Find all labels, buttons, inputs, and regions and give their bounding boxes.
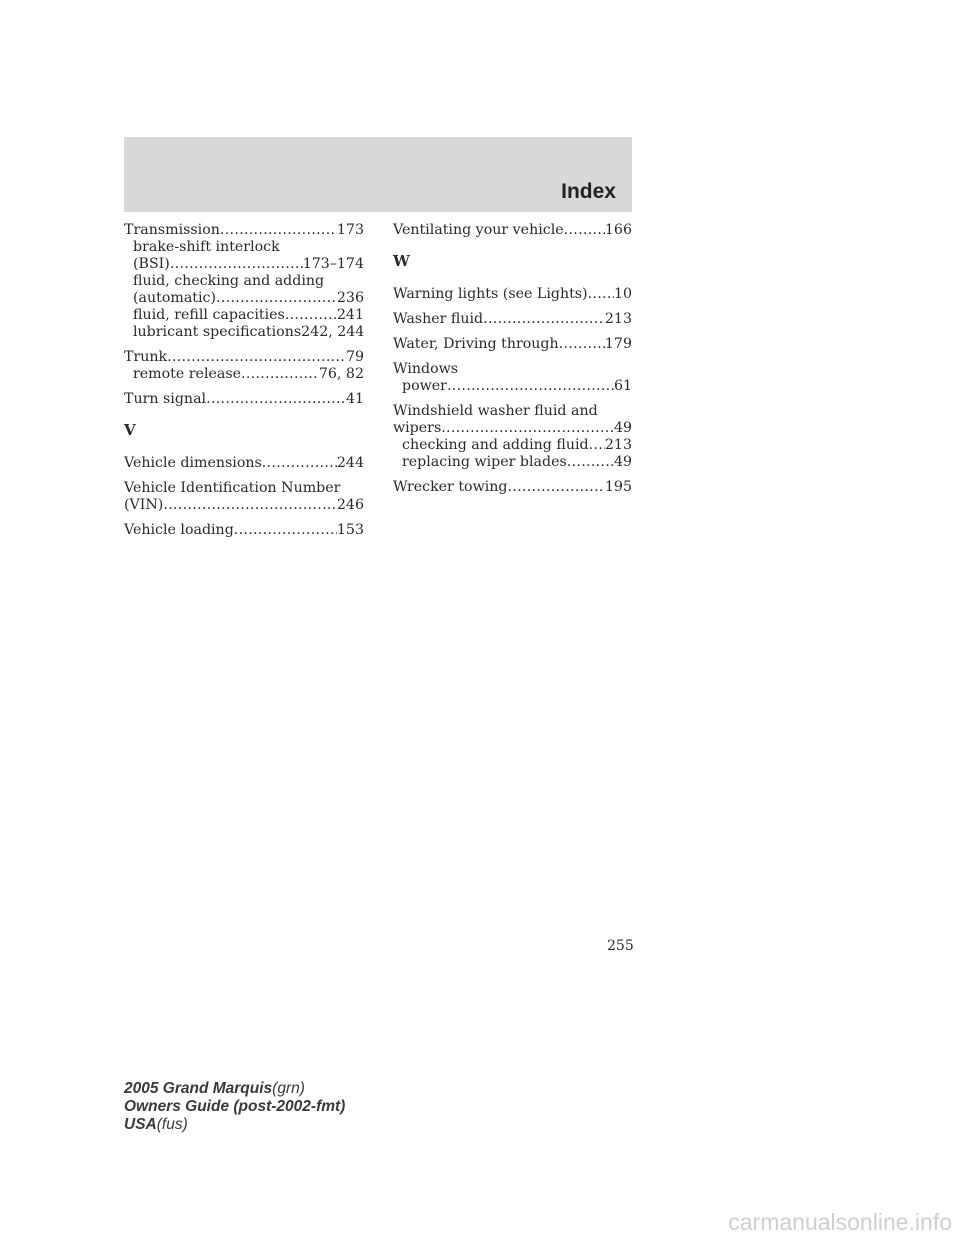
entry-page: 213 [604, 311, 632, 327]
leader-dots [170, 256, 303, 273]
entry-page: 179 [604, 336, 632, 352]
section-title: Index [561, 180, 616, 203]
index-column-right [393, 222, 632, 496]
entry-label: Windshield washer fluid and [393, 403, 598, 419]
subentry-label: checking and adding fluid [402, 437, 589, 453]
subentry-label: fluid, checking and adding [133, 273, 325, 289]
footer-guide: Owners Guide (post-2002-fmt) [124, 1098, 346, 1115]
footer-market-code: (fus) [156, 1116, 188, 1133]
footer-model: 2005 Grand Marquis [124, 1080, 273, 1097]
leader-dots [588, 286, 614, 303]
leader-dots [589, 437, 605, 454]
index-entry-vehicle-loading [124, 522, 364, 539]
index-entry-trunk [124, 349, 364, 383]
subentry-label: remote release [133, 366, 242, 382]
leader-dots [262, 455, 337, 472]
subentry-page: 236 [336, 290, 364, 306]
entry-page: 246 [336, 497, 364, 513]
entry-label: Vehicle Identification Number [124, 480, 341, 496]
subentry-label: power [402, 378, 447, 394]
entry-label: Ventilating your vehicle [393, 222, 564, 238]
entry-label: Transmission [124, 222, 220, 238]
entry-label: Windows [393, 361, 459, 377]
leader-dots [483, 311, 605, 328]
entry-label: Vehicle dimensions [124, 455, 262, 471]
index-entry-transmission [124, 222, 364, 341]
entry-page: 166 [604, 222, 632, 238]
subentry-label: fluid, refill capacities [133, 307, 285, 323]
leader-dots [285, 307, 337, 324]
index-entry-ventilating [393, 222, 632, 239]
subentry-label: replacing wiper blades [402, 454, 567, 470]
leader-dots [441, 420, 614, 437]
index-entry-wrecker [393, 479, 632, 496]
entry-label: Vehicle loading [124, 522, 234, 538]
footer-model-code: (grn) [272, 1080, 305, 1097]
subentry-page: 242, 244 [301, 324, 365, 340]
entry-label: wipers [393, 420, 442, 436]
page-number: 255 [607, 938, 634, 954]
entry-page: 49 [613, 420, 632, 436]
index-entry-windows [393, 361, 632, 395]
document-footer [124, 1080, 345, 1134]
leader-dots [447, 378, 614, 395]
watermark: carmanualsonline.info [728, 1209, 952, 1235]
leader-dots [508, 479, 605, 496]
subentry-page: 61 [613, 378, 632, 394]
leader-dots [163, 497, 337, 514]
leader-dots [564, 222, 605, 239]
index-letter-heading: V [124, 421, 136, 439]
index-entry-vehicle-dimensions [124, 455, 364, 472]
leader-dots [567, 454, 614, 471]
leader-dots [241, 366, 319, 383]
subentry-page: 49 [613, 454, 632, 470]
index-entry-turn-signal [124, 391, 364, 408]
index-letter-heading: W [393, 252, 410, 270]
leader-dots [234, 522, 337, 539]
entry-label: Washer fluid [393, 311, 484, 327]
subentry-label: (BSI) [133, 256, 170, 272]
index-entry-windshield [393, 403, 632, 471]
subentry-page: 76, 82 [318, 366, 364, 382]
leader-dots [220, 222, 337, 239]
subentry-label: brake-shift interlock [133, 239, 280, 255]
subentry-label: lubricant specifications [133, 324, 302, 340]
subentry-page: 241 [336, 307, 364, 323]
entry-label: Trunk [124, 349, 168, 365]
leader-dots [559, 336, 605, 353]
index-entry-water-driving [393, 336, 632, 353]
leader-dots [216, 290, 337, 307]
index-entry-washer-fluid [393, 311, 632, 328]
entry-page: 173 [336, 222, 364, 238]
entry-page: 153 [336, 522, 364, 538]
index-entry-vin [124, 480, 364, 514]
entry-label: Turn signal [124, 391, 207, 407]
entry-page: 10 [613, 286, 632, 302]
leader-dots [167, 349, 346, 366]
entry-page: 244 [336, 455, 364, 471]
entry-page: 79 [345, 349, 364, 365]
entry-label: (VIN) [124, 497, 164, 513]
subentry-label: (automatic) [133, 290, 217, 306]
entry-label: Water, Driving through [393, 336, 559, 352]
index-entry-warning-lights [393, 286, 632, 303]
entry-label: Wrecker towing [393, 479, 508, 495]
index-header-band [124, 137, 632, 212]
index-column-left [124, 222, 364, 539]
entry-label: Warning lights (see Lights) [393, 286, 588, 302]
entry-page: 41 [345, 391, 364, 407]
entry-page: 195 [604, 479, 632, 495]
footer-market: USA [124, 1116, 157, 1133]
leader-dots [206, 391, 346, 408]
subentry-page: 213 [604, 437, 632, 453]
subentry-page: 173–174 [302, 256, 364, 272]
